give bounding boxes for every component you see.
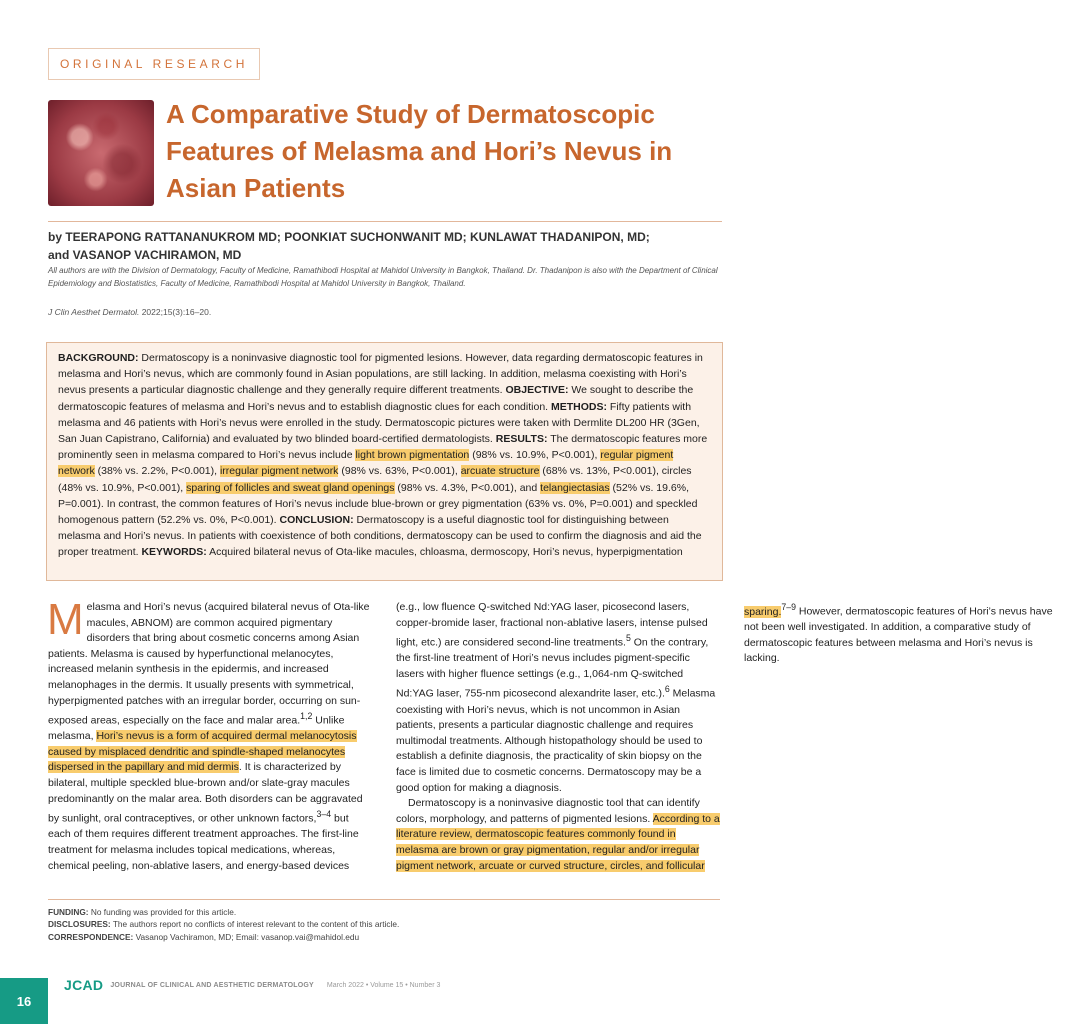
highlight-hori-definition: Hori’s nevus is a form of acquired dermal melanocytosis caused by misplaced dendritic and spindle-shaped melanocytes dispersed in the papillary and mid dermis: [48, 730, 357, 774]
disclosures-text: The authors report no conflicts of interest relevant to the content of this article.: [110, 919, 400, 930]
body-text: elasma and Hori’s nevus (acquired bilateral nevus of Ota-like macules, ABNOM) are common acquired pigmentary disorders that bring about cosmetic concerns among Asian patients. Melasma is caused by hyperfunctional melanocytes, increased melanin synthesis in the epidermis, and increased melanophages in the dermis. It usually presents with symmetrical, hyperpigmented patches with an irregular border, occurring on sun-exposed areas, especially on the face and malar area.: [48, 601, 370, 727]
highlight-light-brown: light brown pigmentation: [355, 449, 470, 462]
funding-text: No funding was provided for this article.: [88, 907, 237, 917]
journal-footer: [64, 977, 440, 993]
objective-text: We sought to describe the dermatoscopic features of melasma and Hori’s nevus and to establish diagnostic clues for each condition.: [58, 384, 694, 413]
correspondence-text: Vasanop Vachiramon, MD; Email: vasanop.vai@mahidol.edu: [133, 931, 360, 942]
conclusion-label: CONCLUSION:: [279, 514, 354, 527]
highlight-sparing: sparing of follicles and sweat gland openings: [186, 481, 395, 494]
page-number: 16: [0, 978, 48, 1024]
journal-logo: JCAD: [64, 977, 104, 993]
body-text: but each of them requires different treatment approaches. The first-line treatment for melasma includes topical medications, whereas, chemical peeling, non-ablative lasers, and energy-based devices (e.g., low fluence Q-switched Nd:YAG laser, picosecond lasers, copper-bromide laser, fractional non-ablative lasers, intense pulsed light, etc.) are considered second-line treatments.: [48, 601, 708, 872]
drop-cap: M: [47, 595, 84, 644]
keywords-label: KEYWORDS:: [141, 546, 207, 559]
section-label: ORIGINAL RESEARCH: [48, 48, 260, 80]
reference: 1,2: [300, 711, 313, 722]
citation-details: 2022;15(3):16–20.: [139, 307, 212, 317]
journal-issue: March 2022 • Volume 15 • Number 3: [326, 981, 441, 989]
results-label: RESULTS:: [495, 433, 548, 446]
disclosures-label: DISCLOSURES:: [48, 919, 111, 930]
correspondence-label: CORRESPONDENCE:: [48, 931, 134, 942]
disclosures-note: [48, 918, 720, 930]
authors-line-2: and VASANOP VACHIRAMON, MD: [48, 248, 242, 262]
objective-label: OBJECTIVE:: [505, 384, 569, 397]
abstract-box: [46, 342, 723, 581]
results-text-4: (68% vs. 13%, P<0.001), circles (48% vs. 10.9%, P<0.001),: [58, 465, 692, 494]
body-text: Unlike melasma,: [48, 714, 345, 743]
background-label: BACKGROUND:: [58, 352, 139, 364]
funding-note: [48, 906, 720, 918]
body-text: . It is characterized by bilateral, multiple speckled blue-brown and/or slate-gray macules predominantly on the malar area. Both disorders can be aggravated by sunlight, oral contraceptives, or other unknown factors,: [48, 761, 363, 825]
reference: 5: [625, 633, 631, 644]
results-text-6: (52% vs. 19.6%, P=0.001). In contrast, the common features of Hori’s nevus include blue-brown or grey pigmentation (63% vs. 0%, P=0.001) and speckled homogenous pattern (52.2% vs. 0%, P<0.001).: [58, 481, 698, 527]
article-body: [47, 595, 1053, 884]
highlight-literature-review: According to a literature review, dermatoscopic features commonly found in melasma are brown or gray pigmentation, regular and/or irregular pigment network, arcuate or curved structure, circles, and follicular sparing.: [396, 605, 782, 872]
article-title: A Comparative Study of Dermatoscopic Features of Melasma and Hori’s Nevus in Asian Patients: [166, 99, 673, 203]
abstract-text: [58, 350, 711, 561]
body-text: Dermatoscopy is a noninvasive diagnostic tool that can identify colors, morphology, and patterns of pigmented lesions.: [396, 797, 700, 825]
journal-name: JOURNAL OF CLINICAL AND AESTHETIC DERMATOLOGY: [110, 981, 314, 989]
highlight-arcuate: arcuate structure: [460, 465, 540, 478]
citation-journal: J Clin Aesthet Dermatol.: [48, 307, 140, 317]
dermatoscopy-image: [48, 100, 154, 206]
title-divider: [48, 221, 722, 222]
author-list: [48, 228, 728, 264]
citation: [48, 307, 211, 317]
author-affiliation: All authors are with the Division of Dermatology, Faculty of Medicine, Ramathibodi Hospital at Mahidol University in Bangkok, Thailand. Dr. Thadanipon is also with the Department of Clinical Epidemiology and Biostatistics, Faculty of Medicine, Ramathibodi Hospital at Mahidol University in Bangkok, Thailand.: [48, 266, 718, 288]
reference: 3–4: [316, 809, 332, 820]
methods-label: METHODS:: [551, 400, 607, 413]
results-intro: The dermatoscopic features more prominently seen in melasma compared to Hori’s nevus include: [58, 433, 708, 462]
funding-label: FUNDING:: [48, 907, 89, 917]
footnote-divider: [48, 899, 720, 900]
conclusion-text: Dermatoscopy is a useful diagnostic tool for distinguishing between melasma and Hori’s nevus. In patients with coexistence of both conditions, dermatoscopy can be used to confirm the diagnosis and aid the proper treatment.: [58, 514, 702, 559]
footnotes: [48, 906, 720, 943]
highlight-telangiectasias: telangiectasias: [540, 481, 610, 494]
reference: 7–9: [781, 602, 796, 612]
highlight-irregular-network: irregular pigment network: [219, 465, 339, 478]
body-text: On the contrary, the first-line treatment of Hori’s nevus includes pigment-specific lasers with higher fluence settings (e.g., 1,064-nm Q-switched Nd:YAG laser, 755-nm picosecond alexandrite laser, etc.).: [396, 636, 709, 700]
reference: 6: [664, 684, 670, 695]
body-text: However, dermatoscopic features of Hori’s nevus have not been well investigated. In addition, a comparative study of dermatoscopic features between melasma and Hori’s nevus is lacking.: [744, 605, 1053, 665]
correspondence-note: [48, 931, 720, 943]
results-text-2: (38% vs. 2.2%, P<0.001),: [94, 465, 220, 478]
body-text: Melasma coexisting with Hori’s nevus, which is not uncommon in Asian patients, presents a particular diagnostic challenge and requires multimodal treatments. Although histopathology should be used to establish a definite diagnosis, the practicality of skin biopsy on the face is limited due to cosmetic concerns. Dermatoscopy may be a good option for making a diagnosis.: [396, 687, 716, 794]
results-text-1: (98% vs. 10.9%, P<0.001),: [469, 449, 601, 462]
results-text-5: (98% vs. 4.3%, P<0.001), and: [394, 481, 541, 494]
authors-line-1: by TEERAPONG RATTANANUKROM MD; POONKIAT SUCHONWANIT MD; KUNLAWAT THADANIPON, MD;: [48, 230, 650, 244]
highlight-regular-network: regular pigment network: [58, 449, 674, 478]
keywords-text: Acquired bilateral nevus of Ota-like macules, chloasma, dermoscopy, Hori’s nevus, hyperpigmentation: [206, 546, 683, 559]
background-text: Dermatoscopy is a noninvasive diagnostic tool for pigmented lesions. However, data regarding dermatoscopic features in melasma and Hori’s nevus, which are commonly found in Asian populations, are still lacking. In addition, melasma coexisting with Hori’s nevus presents a particular diagnostic challenge and they generally require different treatments.: [58, 352, 703, 397]
methods-text: Fifty patients with melasma and 46 patients with Hori’s nevus were enrolled in the study. Dermatoscopic pictures were taken with Dermlite DL200 HR (3Gen, San Juan Capistrano, California) and evaluated by two blinded board-certified dermatologists.: [58, 400, 700, 446]
results-text-3: (98% vs. 63%, P<0.001),: [338, 465, 461, 478]
